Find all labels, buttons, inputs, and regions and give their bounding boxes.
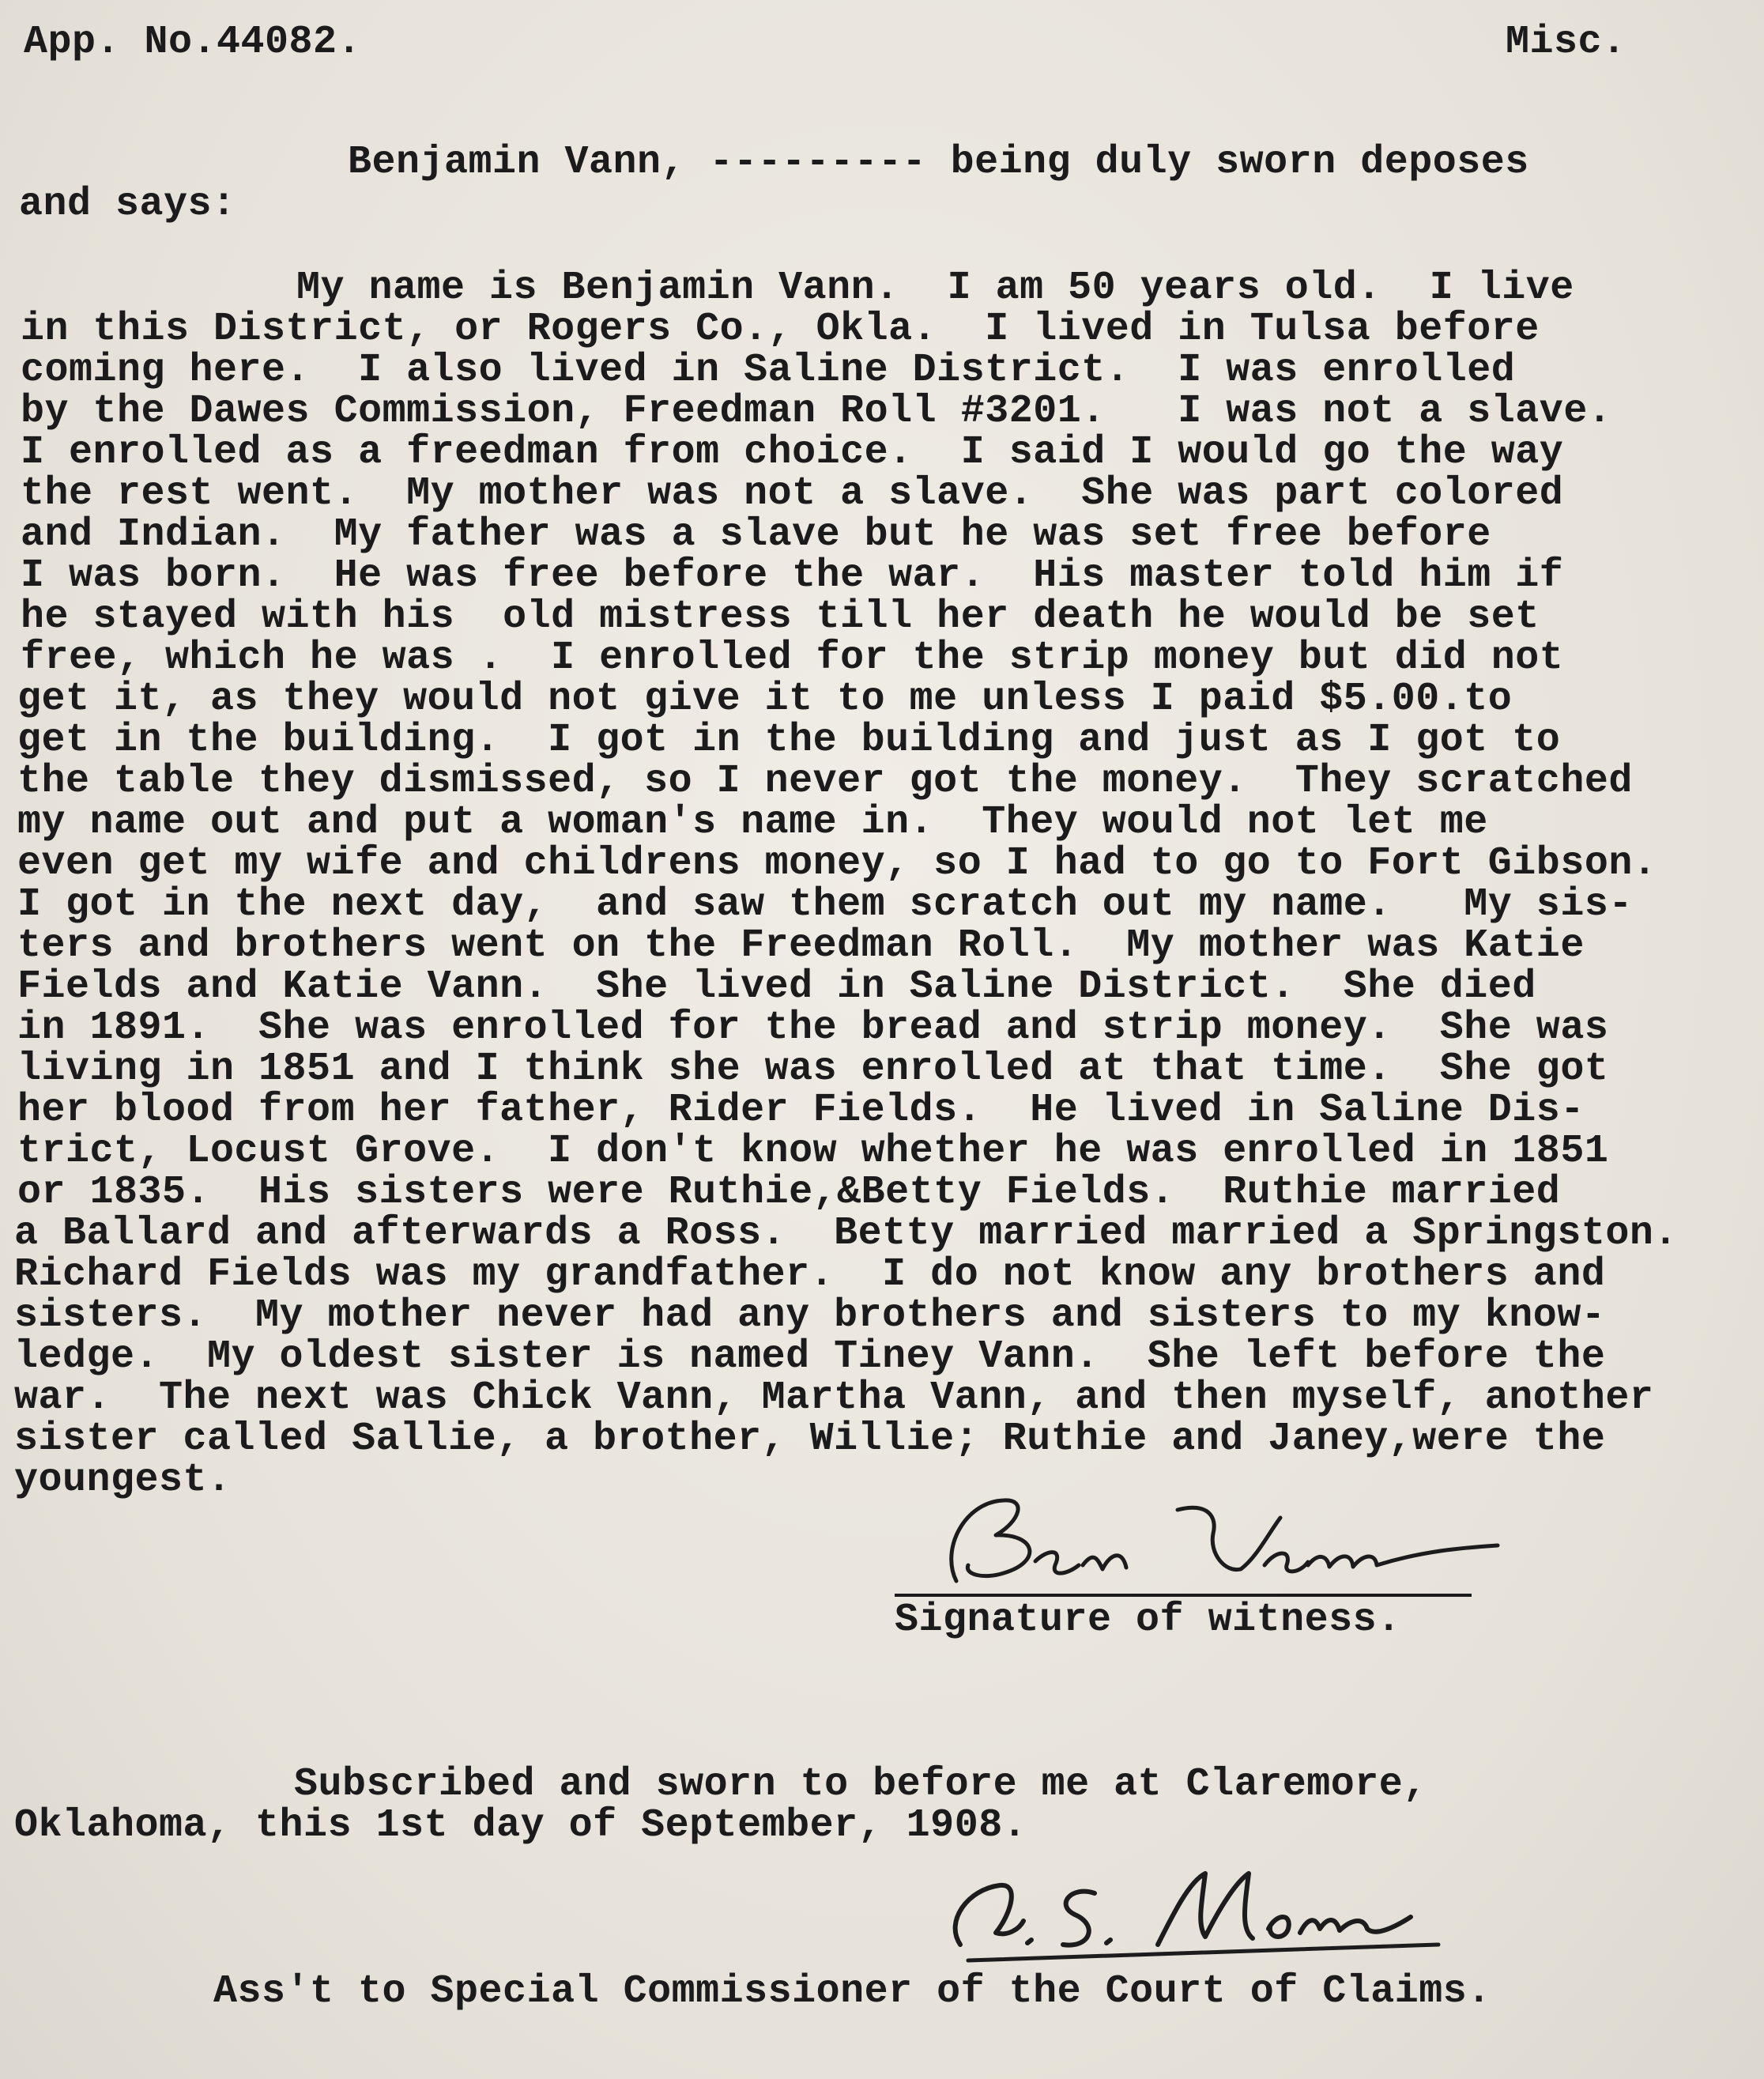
body-line: free, which he was . I enrolled for the strip money but did not [21, 636, 1564, 681]
body-line: ters and brothers went on the Freedman Roll. My mother was Katie [17, 923, 1585, 968]
body-line: by the Dawes Commission, Freedman Roll #3201. I was not a slave. [21, 389, 1612, 434]
body-line: the table they dismissed, so I never got the money. They scratched [17, 759, 1633, 804]
body-line: trict, Locust Grove. I don't know whether he was enrolled in 1851 [17, 1129, 1609, 1174]
body-line: living in 1851 and I think she was enrolled at that time. She got [17, 1047, 1609, 1092]
body-line: sisters. My mother never had any brothers and sisters to my know- [14, 1293, 1606, 1338]
body-line: her blood from her father, Rider Fields. He lived in Saline Dis- [17, 1088, 1585, 1133]
body-line: I was born. He was free before the war. His master told him if [21, 553, 1564, 598]
body-line: war. The next was Chick Vann, Martha Vann, and then myself, another [14, 1375, 1654, 1421]
body-line: the rest went. My mother was not a slave. She was part colored [21, 471, 1564, 516]
body-line: Fields and Katie Vann. She lived in Saline District. She died [17, 964, 1536, 1009]
body-line: sister called Sallie, a brother, Willie; Ruthie and Janey,were the [14, 1417, 1606, 1462]
body-line: Richard Fields was my grandfather. I do not know any brothers and [14, 1252, 1606, 1297]
body-line: youngest. [14, 1458, 232, 1503]
body-line: coming here. I also lived in Saline District. I was enrolled [21, 348, 1516, 393]
body-line: even get my wife and childrens money, so I had to go to Fort Gibson. [17, 841, 1657, 886]
witness-caption: Signature of witness. [895, 1598, 1401, 1643]
commissioner-caption: Ass't to Special Commissioner of the Court of Claims. [213, 1969, 1491, 2014]
jurat-line: Oklahoma, this 1st day of September, 1908. [14, 1803, 1027, 1848]
witness-signature [909, 1486, 1510, 1597]
body-line: ledge. My oldest sister is named Tiney Vann. She left before the [14, 1334, 1606, 1379]
body-line: or 1835. His sisters were Ruthie,&Betty Fields. Ruthie married [17, 1170, 1561, 1215]
commissioner-signature [921, 1850, 1458, 1968]
body-line: in 1891. She was enrolled for the bread and strip money. She was [17, 1006, 1609, 1051]
body-line: a Ballard and afterwards a Ross. Betty married married a Springston. [14, 1211, 1678, 1256]
body-line: My name is Benjamin Vann. I am 50 years old. I live [296, 266, 1574, 311]
body-line: get in the building. I got in the building and just as I got to [17, 718, 1561, 763]
body-line: get it, as they would not give it to me unless I paid $5.00.to [17, 677, 1513, 722]
application-number: App. No.44082. [24, 20, 362, 65]
witness-signature-line [895, 1594, 1472, 1597]
intro-line: and says: [19, 182, 236, 227]
body-line: in this District, or Rogers Co., Okla. I lived in Tulsa before [21, 307, 1540, 352]
body-line: he stayed with his old mistress till her death he would be set [21, 594, 1540, 640]
jurat-line: Subscribed and sworn to before me at Claremore, [294, 1762, 1427, 1807]
body-line: and Indian. My father was a slave but he was set free before [21, 512, 1491, 557]
body-line: I enrolled as a freedman from choice. I said I would go the way [21, 430, 1564, 475]
body-line: my name out and put a woman's name in. They would not let me [17, 800, 1488, 845]
body-line: I got in the next day, and saw them scratch out my name. My sis- [17, 882, 1633, 927]
intro-line: Benjamin Vann, --------- being duly sworn deposes [348, 140, 1529, 185]
category-label: Misc. [1506, 20, 1626, 65]
